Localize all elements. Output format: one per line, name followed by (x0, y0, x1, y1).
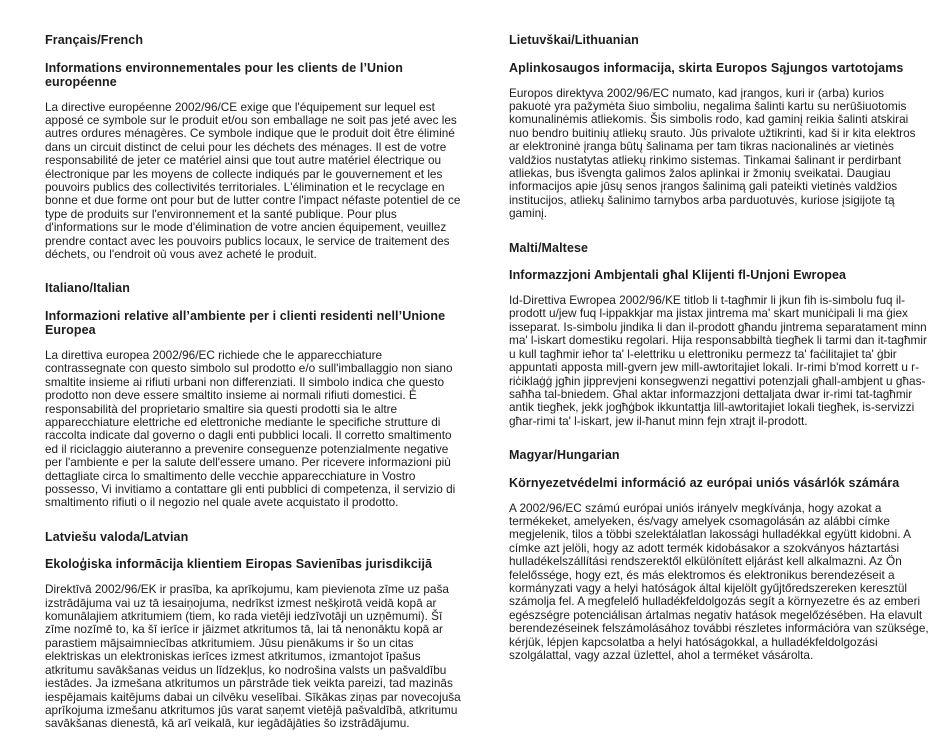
section-title: Környezetvédelmi információ az európai uniós vásárlók számára (509, 475, 900, 490)
section-body: La directive européenne 2002/96/CE exige que l'équipement sur lequel est apposé ce symbole sur le produit et/ou son emballage ne soit pas jeté avec les autres ordures ménagères. Ce symbole indique que le produit doit être éliminé dans un circuit distinct de celui pour les déchets des ménages. Il est de votre responsabilité de jeter ce matériel ainsi que tout autre matériel électrique ou électronique par les moyens de collecte indiqués par le gouvernement et les pouvoirs publics des collectivités territoriales. L'élimination et le recyclage en bonne et due forme ont pour but de lutter contre l'impact néfaste potentiel de ce type de produits sur l'environnement et la santé publique. Pour plus d'informations sur le mode d'élimination de votre ancien équipement, veuillez prendre contact avec les pouvoirs publics locaux, le service de traitement des déchets, ou l'endroit où vous avez acheté le produit. (45, 99, 461, 261)
section-title: Ekoloģiska informācija klientiem Eiropas Savienības jurisdikcijā (45, 557, 433, 572)
section-title: Aplinkosaugos informacija, skirta Europos Sąjungos vartotojams (509, 60, 904, 75)
section-title: Informazioni relative all’ambiente per i clienti residenti nell’Unione Europea (45, 308, 446, 337)
language-heading: Lietuvškai/Lithuanian (509, 33, 639, 47)
language-heading: Latviešu valoda/Latvian (45, 529, 189, 544)
section-hungarian (509, 449, 929, 662)
section-body: Direktīvā 2002/96/EK ir prasība, ka aprīkojumu, kam pievienota zīme uz paša izstrādājuma vai uz tā iesaiņojuma, nedrīkst izmest nešķirotā veidā kopā ar komunālajiem atkritumiem (tiem, ko rada vietēji iedzīvotāji un uzņēmumi). Šī zīme nozīmē to, ka šī ierīce ir jāizmet atkritumos tā, lai tā nenonāktu kopā ar parastiem mājsaimniecības atkritumiem. Jūsu pienākums ir šo un citas elektriskas un elektroniskas ierīces izmest atkritumos, izmantojot īpašus atkritumu savākšanas veidus un līdzekļus, ko nodrošina valsts un pašvaldību iestādes. Ja izmešana atkritumos un pārstrāde tiek veikta pareizi, tad mazinās iespējamais kaitējums dabai un cilvēku veselībai. Sīkākas ziņas par novecojuša aprīkojuma izmešanu atkritumos jūs varat saņemt vietējā pašvaldībā, atkritumu savākšanas dienestā, kā arī veikalā, kur iegādājāties šo izstrādājumu. (45, 582, 461, 731)
language-heading: Français/French (45, 33, 144, 47)
right-column (509, 34, 929, 684)
section-italian (45, 282, 465, 509)
section-latvian (45, 531, 465, 731)
section-title: Informazzjoni Ambjentali għal Klijenti fl-Unjoni Ewropea (509, 268, 847, 283)
section-body: A 2002/96/EC számú európai uniós irányelv megkívánja, hogy azokat a termékeket, amelyeken, és/vagy amelyek csomagolásán az alábbi címke megjelenik, tilos a többi szelektálatlan lakossági hulladékkal együtt kidobni. A címke azt jelöli, hogy az adott termék kidobásakor a szokványos háztartási hulladékelszállítási rendszerektől elkülönített eljárást kell alkalmazni. Az Ön felelőssége, hogy ezt, és más elektromos és elektronikus berendezéseit a kormányzati vagy a helyi hatóságok által kijelölt gyűjtőredszereken keresztül számolja fel. A megfelelő hulladékfeldolgozás segít a környezetre és az emberi egészségre potenciálisan ártalmas negativ hatások megelőzésében. Ha elavult berendezéseinek felszámolásához további részletes információra van szüksége, kérjük, lépjen kapcsolatba a helyi hatóságokkal, a hulladékfeldolgozási szolgálattal, vagy azzal üzlettel, ahol a terméket vásárolta. (509, 500, 929, 663)
section-title: Informations environnementales pour les clients de l’Union européenne (45, 60, 403, 89)
language-heading: Italiano/Italian (45, 281, 130, 296)
language-heading: Malti/Maltese (509, 240, 589, 255)
section-lithuanian (509, 34, 929, 221)
section-body: Id-Direttiva Ewropea 2002/96/KE titlob li t-tagħmir li jkun fih is-simbolu fuq il-prodott u/jew fuq l-ippakkjar ma jistax jintrema ma' skart muniċipali li ma ġiex isseparat. Is-simbolu jindika li dan il-prodott għandu jintrema separatament minn ma' l-iskart domestiku regolari. Hija responsabbiltà tiegħek li tarmi dan it-tagħmir u kull tagħmir ieħor ta' l-elettriku u elettroniku permezz ta' faċilitajiet ta' ġbir appuntati apposta mill-gvern jew mill-awtoritajiet lokali. Ir-rimi b'mod korrett u r-riċiklaġġ jgħin jipprevjeni konsegwenzi negattivi potenzjali għall-ambjent u għas-saħħa tal-bniedem. Għal aktar informazzjoni dettaljata dwar ir-rimi tat-tagħmir antik tiegħek, jekk jogħġbok ikkuntattja lill-awtoritajiet lokali tiegħek, is-servizzi għar-rimi ta' l-iskart, jew il-ħanut minn fejn xtrajt il-prodott. (509, 293, 927, 428)
section-body: La direttiva europea 2002/96/EC richiede che le apparecchiature contrassegnate con questo simbolo sul prodotto e/o sull'imballaggio non siano smaltite insieme ai rifiuti urbani non differenziati. Il simbolo indica che questo prodotto non deve essere smaltito insieme ai normali rifiuti domestici. È responsabilità del proprietario smaltire sia questi prodotti sia le altre apparecchiature elettriche ed elettroniche mediante le specifiche strutture di raccolta indicate dal governo o dagli enti pubblici locali. Il corretto smaltimento ed il riciclaggio aiuteranno a prevenire conseguenze potenzialmente negative per l'ambiente e per la salute dell'essere umano. Per ricevere informazioni più dettagliate circa lo smaltimento delle vecchie apparecchiature in Vostro possesso, Vi invitiamo a contattare gli enti pubblici di competenza, il servizio di smaltimento rifiuti o il negozio nel quale avete acquistato il prodotto. (45, 347, 456, 510)
section-body: Europos direktyva 2002/96/EC numato, kad įrangos, kuri ir (arba) kurios pakuotė yra pažymėta šiuo simboliu, negalima šalinti kartu su nerūšiuotomis komunalinėmis atliekomis. Šis simbolis rodo, kad gaminį reikia šalinti atskirai nuo bendro buitinių atliekų srauto. Jūs privalote užtikrinti, kad ši ir kita elektros ar elektroninė įranga būtų šalinama per tam tikras nacionalinės ar vietinės valdžios nustatytas atliekų rinkimo sistemas. Tinkamai šalinant ir perdirbant atliekas, bus išvengta galimos žalos aplinkai ir žmonių sveikatai. Daugiau informacijos apie jūsų senos įrangos šalinimą gali pateikti vietinės valdžios institucijos, atliekų šalinimo tarnybos arba parduotuvės, kuriose įsigijote tą gaminį. (509, 85, 916, 221)
section-french (45, 34, 465, 261)
left-column (45, 34, 465, 752)
section-maltese (509, 242, 929, 429)
language-heading: Magyar/Hungarian (509, 448, 620, 463)
